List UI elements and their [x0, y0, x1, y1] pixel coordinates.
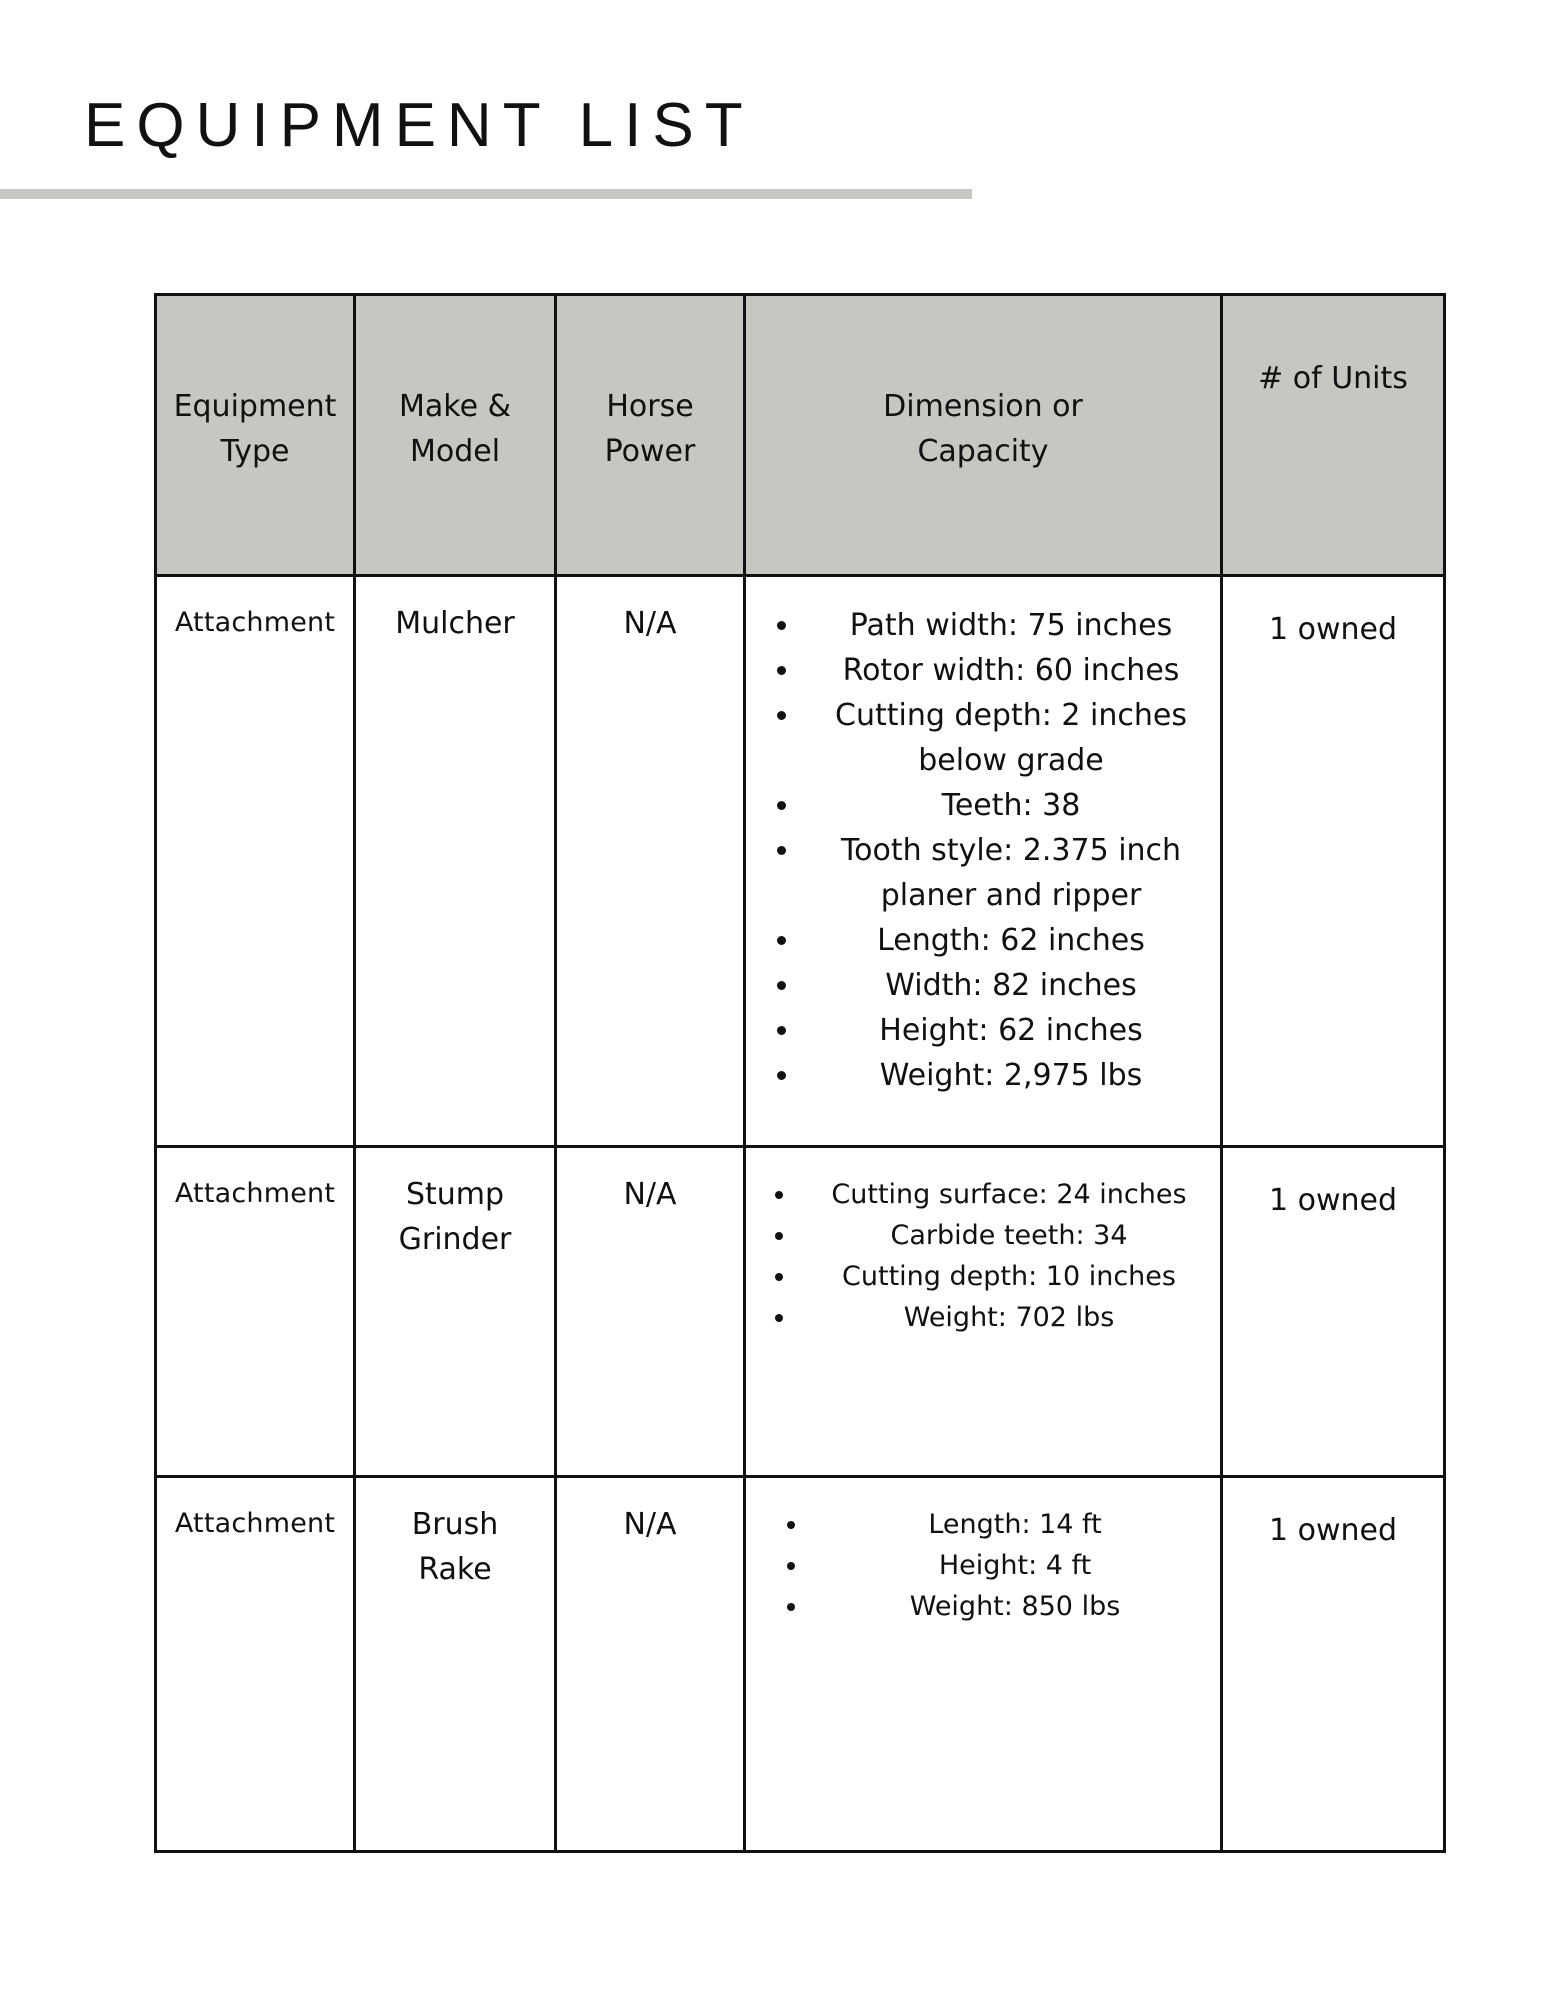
spec-item: • Width: 82 inches	[802, 963, 1220, 1008]
spec-item: • Cutting surface: 24 inches	[798, 1174, 1220, 1215]
model-line: Rake	[418, 1552, 492, 1587]
spec-item: • Tooth style: 2.375 inch planer and ripper	[802, 828, 1220, 918]
cell-equipment-type: Attachment	[156, 1147, 355, 1477]
header-units-label: # of Units	[1258, 361, 1408, 396]
spec-list	[746, 577, 1220, 1098]
page-title: EQUIPMENT LIST	[84, 91, 754, 160]
cell-horse-power: N/A	[556, 1477, 745, 1852]
spec-item: • Carbide teeth: 34	[798, 1215, 1220, 1256]
header-make-model-line1: Make &	[399, 389, 511, 424]
cell-make-model	[355, 1477, 556, 1852]
cell-make-model	[355, 576, 556, 1147]
spec-item: • Length: 14 ft	[810, 1504, 1220, 1545]
cell-dimension	[745, 1147, 1222, 1477]
spec-item: • Weight: 702 lbs	[798, 1297, 1220, 1338]
header-horse-power	[556, 295, 745, 576]
cell-horse-power: N/A	[556, 576, 745, 1147]
cell-dimension	[745, 576, 1222, 1147]
table-body	[156, 576, 1445, 1852]
spec-item: • Weight: 850 lbs	[810, 1586, 1220, 1627]
cell-units: 1 owned	[1222, 576, 1445, 1147]
header-dimension-line1: Dimension or	[883, 389, 1083, 424]
spec-item: • Height: 4 ft	[810, 1545, 1220, 1586]
cell-units: 1 owned	[1222, 1477, 1445, 1852]
spec-item: • Length: 62 inches	[802, 918, 1220, 963]
header-dimension-line2: Capacity	[917, 434, 1049, 469]
cell-make-model	[355, 1147, 556, 1477]
equipment-table	[154, 293, 1446, 1853]
spec-item: • Weight: 2,975 lbs	[802, 1053, 1220, 1098]
cell-horse-power: N/A	[556, 1147, 745, 1477]
cell-dimension	[745, 1477, 1222, 1852]
table-row	[156, 1147, 1445, 1477]
header-horse-power-line2: Power	[604, 434, 696, 469]
table-row	[156, 576, 1445, 1147]
header-row	[156, 295, 1445, 576]
model-line: Brush	[411, 1507, 499, 1542]
spec-item: • Path width: 75 inches	[802, 603, 1220, 648]
spec-item: • Cutting depth: 2 inches below grade	[802, 693, 1220, 783]
header-equipment-type	[156, 295, 355, 576]
header-make-model	[355, 295, 556, 576]
cell-equipment-type: Attachment	[156, 1477, 355, 1852]
header-horse-power-line1: Horse	[606, 389, 694, 424]
spec-item: • Rotor width: 60 inches	[802, 648, 1220, 693]
spec-item: • Height: 62 inches	[802, 1008, 1220, 1053]
header-make-model-line2: Model	[409, 434, 501, 469]
model-line: Mulcher	[395, 606, 515, 641]
spec-list	[746, 1148, 1220, 1338]
spec-list	[746, 1478, 1220, 1627]
model-line: Stump	[405, 1177, 505, 1212]
table-header	[156, 295, 1445, 576]
cell-equipment-type: Attachment	[156, 576, 355, 1147]
header-equipment-type-line2: Type	[220, 434, 290, 469]
spec-item: • Teeth: 38	[802, 783, 1220, 828]
spec-item: • Cutting depth: 10 inches	[798, 1256, 1220, 1297]
model-line: Grinder	[398, 1222, 512, 1257]
header-dimension	[745, 295, 1222, 576]
header-equipment-type-line1: Equipment	[173, 389, 337, 424]
table-row	[156, 1477, 1445, 1852]
title-underline	[0, 189, 972, 199]
header-units	[1222, 295, 1445, 576]
cell-units: 1 owned	[1222, 1147, 1445, 1477]
